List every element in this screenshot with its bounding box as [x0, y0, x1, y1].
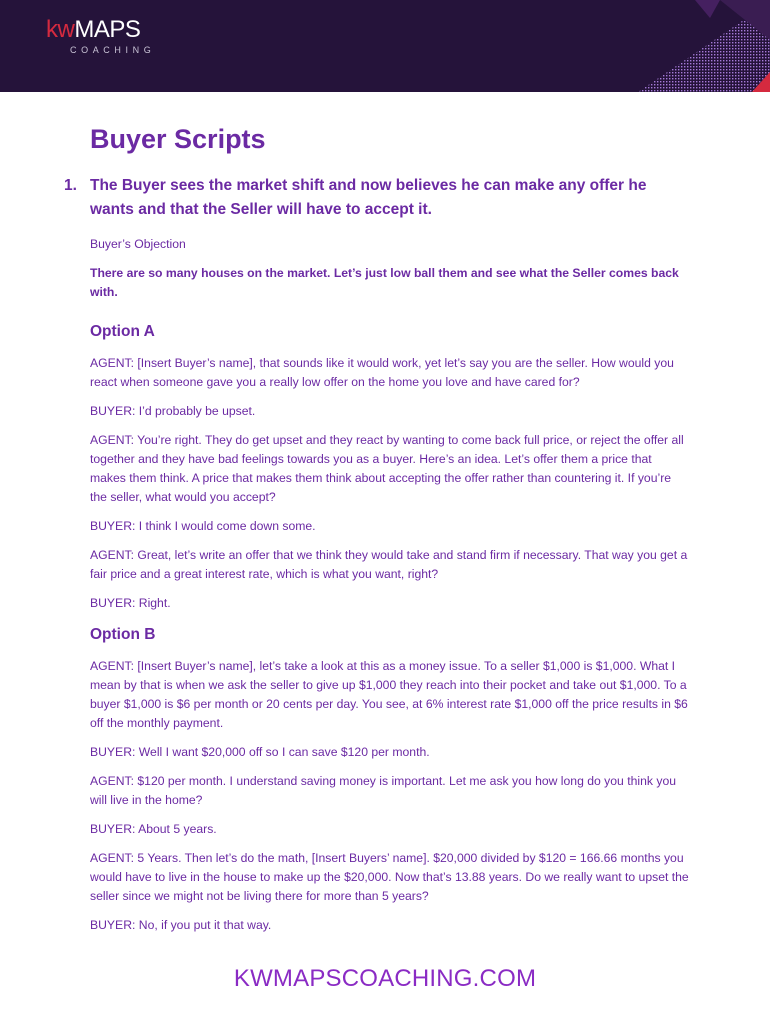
page-header: [0, 0, 770, 92]
objection-label: Buyer’s Objection: [90, 237, 186, 251]
option-a-heading: Option A: [90, 323, 155, 340]
logo-maps: MAPS: [74, 16, 141, 43]
logo-coaching: COACHING: [70, 45, 156, 55]
script-line: BUYER: About 5 years.: [90, 822, 217, 836]
objection-text: There are so many houses on the market. Let’s just low ball them and see what the Seller comes back with.: [90, 266, 679, 299]
question-number: 1.: [64, 177, 77, 194]
logo-wordmark: [46, 17, 155, 43]
script-line: BUYER: I’d probably be upset.: [90, 404, 256, 418]
script-line: BUYER: No, if you put it that way.: [90, 918, 272, 932]
script-line: AGENT: $120 per month. I understand saving money is important. Let me ask you how long do you think you will live in the home?: [90, 774, 676, 807]
header-decoration-triangles: [600, 0, 770, 92]
footer-website-link[interactable]: KWMAPSCOACHING.COM: [233, 965, 537, 992]
logo-kw: kw: [46, 16, 75, 43]
question-text: The Buyer sees the market shift and now believes he can make any offer he wants and that the Seller will have to accept it.: [90, 177, 647, 218]
script-line: BUYER: Right.: [90, 596, 171, 610]
question-item: [64, 174, 690, 222]
page-title: Buyer Scripts: [90, 124, 266, 154]
kw-maps-coaching-logo: [46, 17, 155, 55]
script-line: AGENT: [Insert Buyer’s name], that sounds like it would work, yet let’s say you are the seller. How would you react when someone gave you a really low offer on the home you love and have cared for?: [90, 356, 674, 389]
script-line: BUYER: Well I want $20,000 off so I can save $120 per month.: [90, 745, 430, 759]
script-line: AGENT: [Insert Buyer’s name], let’s take a look at this as a money issue. To a seller $1,000 is $1,000. What I mean by that is when we ask the seller to give up $1,000 they reach into their pocket and take out $1,000. To a buyer $1,000 is $6 per month or 20 cents per day. You see, at 6% interest rate $1,000 off the price results in $6 off the monthly payment.: [90, 659, 688, 730]
script-line: AGENT: You’re right. They do get upset and they react by wanting to come back full price, or reject the offer all together and they have bad feelings towards you as a buyer. Here’s an idea. Let’s offer them a price that makes them think. A price that makes them think about accepting the offer rather than countering it. If you’re the seller, what would you accept?: [90, 433, 684, 504]
option-b-heading: Option B: [90, 626, 156, 643]
script-line: BUYER: I think I would come down some.: [90, 519, 316, 533]
script-line: AGENT: 5 Years. Then let’s do the math, [Insert Buyers’ name]. $20,000 divided by $120 = 166.66 months you would have to live in the house to make up the $20,000. Now that’s 13.88 years. Do we really want to upset the seller since we might not be living there for more than 5 years?: [90, 851, 689, 903]
document-body: [64, 122, 690, 935]
script-line: AGENT: Great, let’s write an offer that we think they would take and stand firm if necessary. That way you get a fair price and a great interest rate, which is what you want, right?: [90, 548, 688, 581]
